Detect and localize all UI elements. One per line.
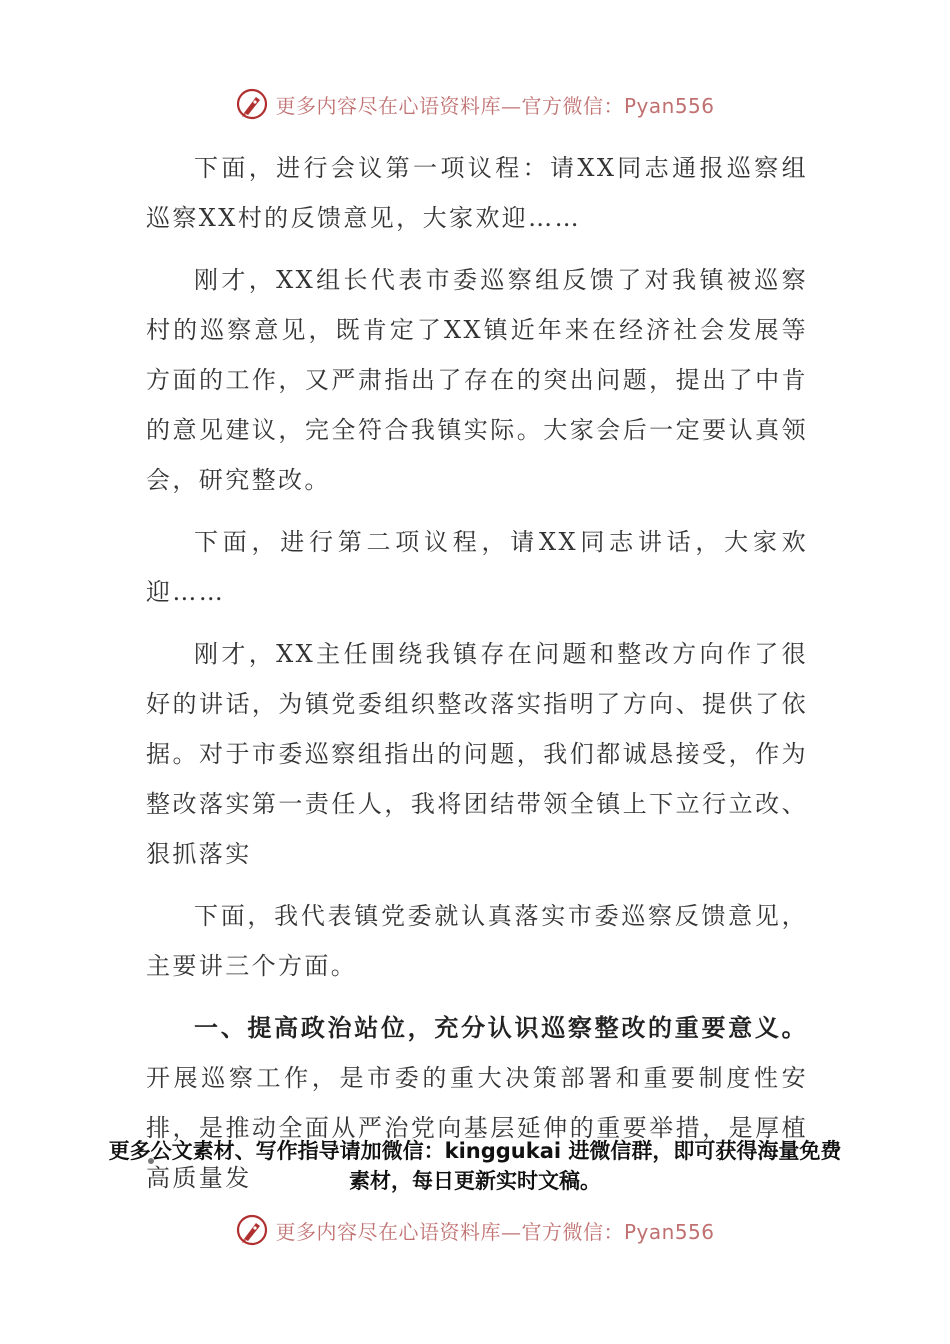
watermark-text: 更多内容尽在心语资料库—官方微信：Pyan556	[275, 1219, 715, 1244]
watermark-wechat-id: Pyan556	[623, 93, 715, 118]
paragraph: 刚才，XX组长代表市委巡察组反馈了对我镇被巡察村的巡察意见，既肯定了XX镇近年来在经济社会发展等方面的工作，又严肃指出了存在的突出问题，提出了中肯的意见建议，完全符合我镇实际。大家会后一定要认真领会，研究整改。	[146, 266, 808, 494]
paragraph: 下面，进行会议第一项议程：请XX同志通报巡察组巡察XX村的反馈意见，大家欢迎……	[146, 154, 808, 232]
promo-text: 更多公文素材、写作指导请加微信：kinggukai 进微信群，即可获得海量免费素材，每日更新实时文稿。	[108, 1139, 842, 1193]
watermark-text: 更多内容尽在心语资料库—官方微信：Pyan556	[275, 93, 715, 118]
watermark-wechat-id: Pyan556	[623, 1219, 715, 1244]
paragraph: 下面，我代表镇党委就认真落实市委巡察反馈意见，主要讲三个方面。	[146, 902, 808, 980]
pen-nib-logo-icon	[235, 87, 269, 121]
document-body	[146, 143, 808, 1203]
section-text: 开展巡察工作，是市委的重大决策部署和重要制度性安排，是推动全面从严治党向基层延伸的重要举措，是厚植高质量发	[146, 1064, 808, 1192]
paragraph: 下面，进行第二项议程，请XX同志讲话，大家欢迎……	[146, 528, 808, 606]
section-heading: 一、提高政治站位，充分认识巡察整改的重要意义。	[194, 1014, 808, 1042]
header-watermark	[0, 84, 950, 124]
footer-watermark	[0, 1210, 950, 1250]
paragraph: 刚才，XX主任围绕我镇存在问题和整改方向作了很好的讲话，为镇党委组织整改落实指明了方向、提供了依据。对于市委巡察组指出的问题，我们都诚恳接受，作为整改落实第一责任人，我将团结带领全镇上下立行立改、狠抓落实	[146, 640, 808, 868]
pen-nib-logo-icon	[235, 1213, 269, 1247]
